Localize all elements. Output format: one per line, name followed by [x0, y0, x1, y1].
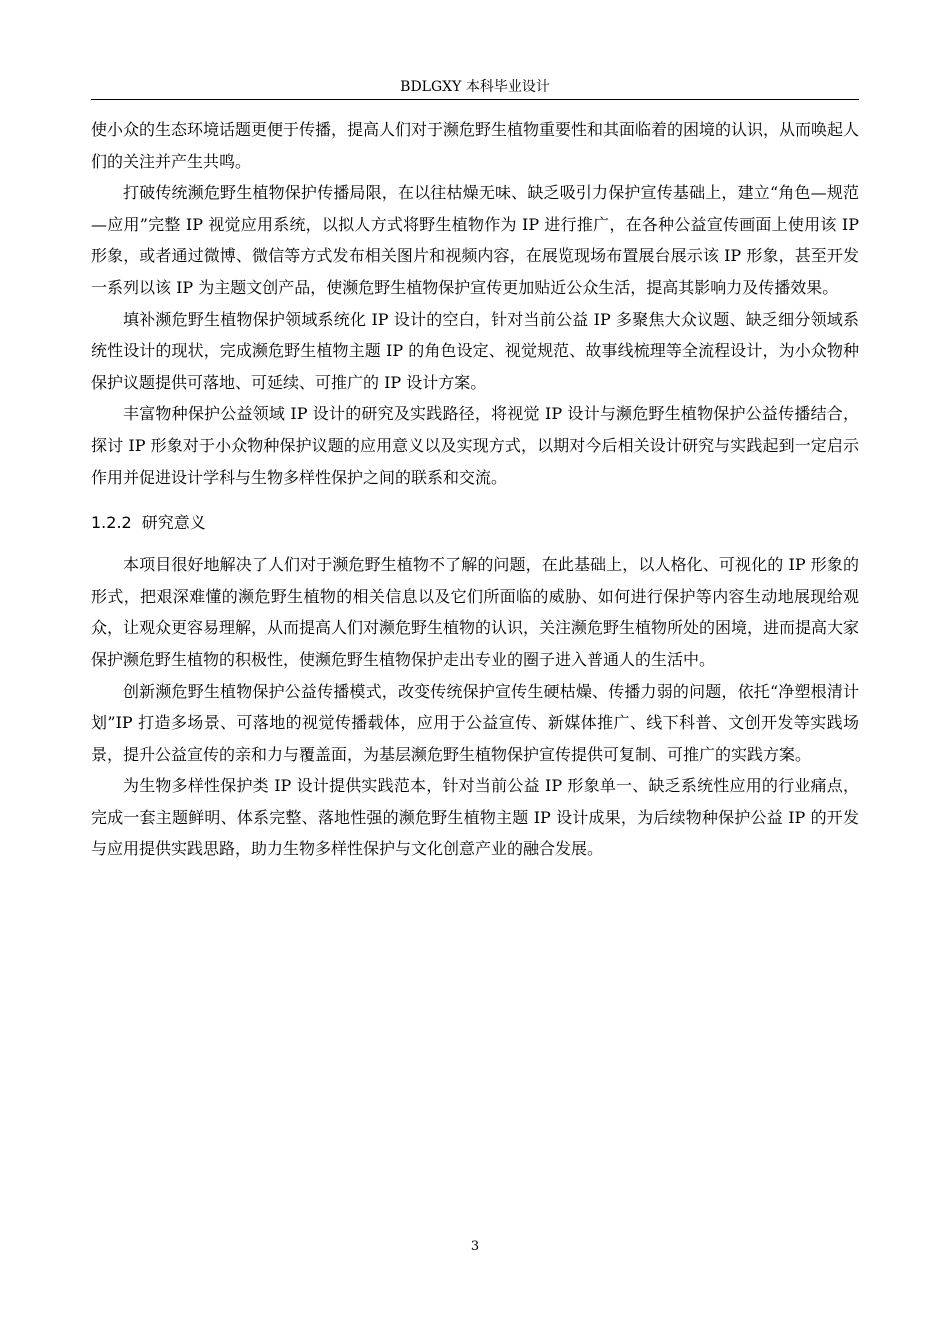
section-number: 1.2.2	[91, 513, 132, 533]
paragraph: 丰富物种保护公益领域 IP 设计的研究及实践路径，将视觉 IP 设计与濒危野生植物保护公益传播结合，探讨 IP 形象对于小众物种保护议题的应用意义以及实现方式，以期对今后相关设计研究与实践起到一定启示作用并促进设计学科与生物多样性保护之间的联系和交流。	[91, 404, 859, 487]
body-content	[91, 114, 859, 865]
paragraph: 本项目很好地解决了人们对于濒危野生植物不了解的问题，在此基础上，以人格化、可视化的 IP 形象的形式，把艰深难懂的濒危野生植物的相关信息以及它们所面临的威胁、如何进行保护等内容生动地展现给观众，让观众更容易理解，从而提高人们对濒危野生植物的认识，关注濒危野生植物所处的困境，进而提高大家保护濒危野生植物的积极性，使濒危野生植物保护走出专业的圈子进入普通人的生活中。	[91, 555, 860, 669]
paragraph: 创新濒危野生植物保护公益传播模式，改变传统保护宣传生硬枯燥、传播力弱的问题，依托“净塑根清计划”IP 打造多场景、可落地的视觉传播载体，应用于公益宣传、新媒体推广、线下科普、文创开发等实践场景，提升公益宣传的亲和力与覆盖面，为基层濒危野生植物保护宣传提供可复制、可推广的实践方案。	[91, 681, 859, 764]
paragraph: 使小众的生态环境话题更便于传播，提高人们对于濒危野生植物重要性和其面临着的困境的认识，从而唤起人们的关注并产生共鸣。	[91, 120, 860, 171]
paragraph: 为生物多样性保护类 IP 设计提供实践范本，针对当前公益 IP 形象单一、缺乏系统性应用的行业痛点，完成一套主题鲜明、体系完整、落地性强的濒危野生植物主题 IP 设计成果，为后续物种保护公益 IP 的开发与应用提供实践思路，助力生物多样性保护与文化创意产业的融合发展。	[91, 776, 859, 859]
page-number: 3	[470, 1239, 480, 1254]
section-title: 研究意义	[141, 513, 206, 533]
paragraph: 打破传统濒危野生植物保护传播局限，在以往枯燥无味、缺乏吸引力保护宣传基础上，建立“角色—规范—应用”完整 IP 视觉应用系统，以拟人方式将野生植物作为 IP 进行推广，在各种公益宣传画面上使用该 IP 形象，或者通过微博、微信等方式发布相关图片和视频内容，在展览现场布置展台展示该 IP 形象，甚至开发一系列以该 IP 为主题文创产品，使濒危野生植物保护宣传更加贴近公众生活，提高其影响力及传播效果。	[91, 183, 859, 297]
section-heading	[91, 511, 859, 535]
paragraph: 填补濒危野生植物保护领域系统化 IP 设计的空白，针对当前公益 IP 多聚焦大众议题、缺乏细分领域系统性设计的现状，完成濒危野生植物主题 IP 的角色设定、视觉规范、故事线梳理等全流程设计，为小众物种保护议题提供可落地、可延续、可推广的 IP 设计方案。	[91, 309, 859, 392]
header-rule	[91, 99, 859, 100]
page-header: BDLGXY 本科毕业设计	[400, 79, 550, 95]
